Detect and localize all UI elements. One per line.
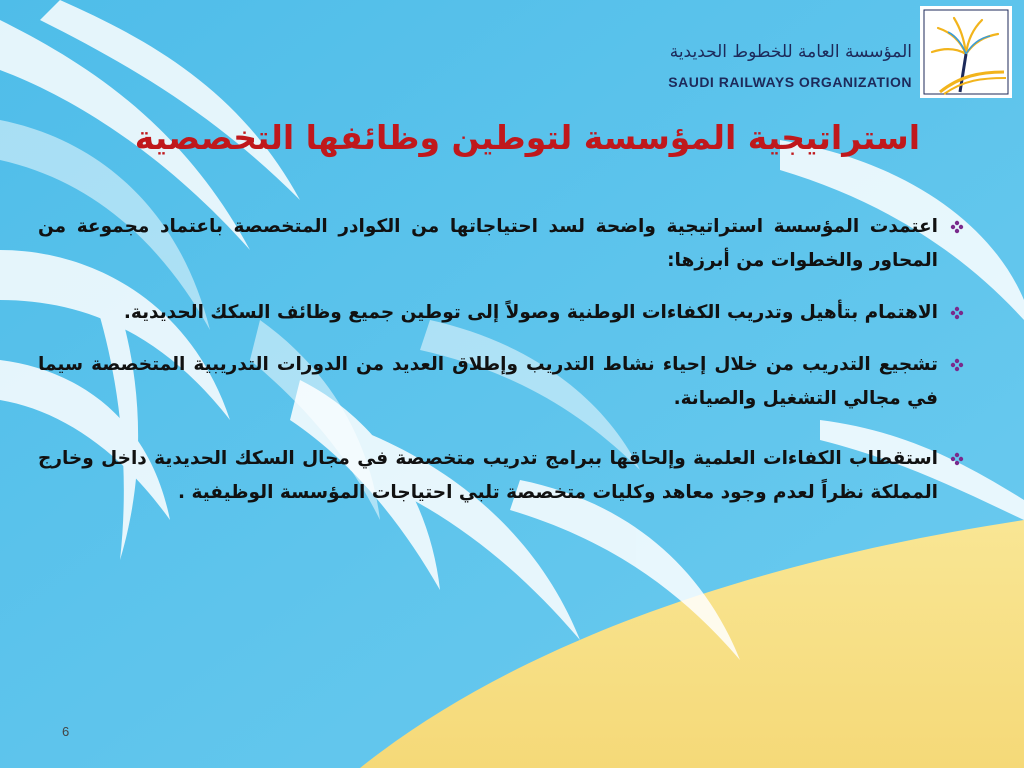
page-number: 6 xyxy=(62,724,70,739)
bullet-list xyxy=(38,210,964,528)
org-name-arabic: المؤسسة العامة للخطوط الحديدية xyxy=(669,42,912,62)
organization-logo xyxy=(492,6,1012,96)
bullet-text: استقطاب الكفاءات العلمية وإلحاقها ببرامج تدريب متخصصة في مجال السكك الحديدية داخل وخارج المملكة نظراً لعدم وجود معاهد وكليات متخصصة تلبي احتياجات المؤسسة الوظيفية . xyxy=(38,448,938,503)
bullet-item xyxy=(38,348,964,416)
bullet-text: اعتمدت المؤسسة استراتيجية واضحة لسد احتياجاتها من الكوادر المتخصصة باعتماد مجموعة من المحاور والخطوات من أبرزها: xyxy=(38,216,938,271)
bullet-text: تشجيع التدريب من خلال إحياء نشاط التدريب وإطلاق العديد من الدورات التدريبية المتخصصة سيما في مجالي التشغيل والصيانة. xyxy=(38,354,938,409)
org-name-english: SAUDI RAILWAYS ORGANIZATION xyxy=(668,74,912,90)
bullet-text: الاهتمام بتأهيل وتدريب الكفاءات الوطنية وصولاً إلى توطين جميع وظائف السكك الحديدية. xyxy=(123,302,938,323)
bullet-item xyxy=(38,210,964,278)
diamond-flower-bullet-icon xyxy=(950,220,964,234)
diamond-flower-bullet-icon xyxy=(950,306,964,320)
diamond-flower-bullet-icon xyxy=(950,452,964,466)
bullet-item xyxy=(38,296,964,330)
slide-title: استراتيجية المؤسسة لتوطين وظائفها التخصصية xyxy=(134,118,920,157)
bullet-item xyxy=(38,442,964,510)
palm-railway-emblem-icon xyxy=(920,6,1012,98)
diamond-flower-bullet-icon xyxy=(950,358,964,372)
